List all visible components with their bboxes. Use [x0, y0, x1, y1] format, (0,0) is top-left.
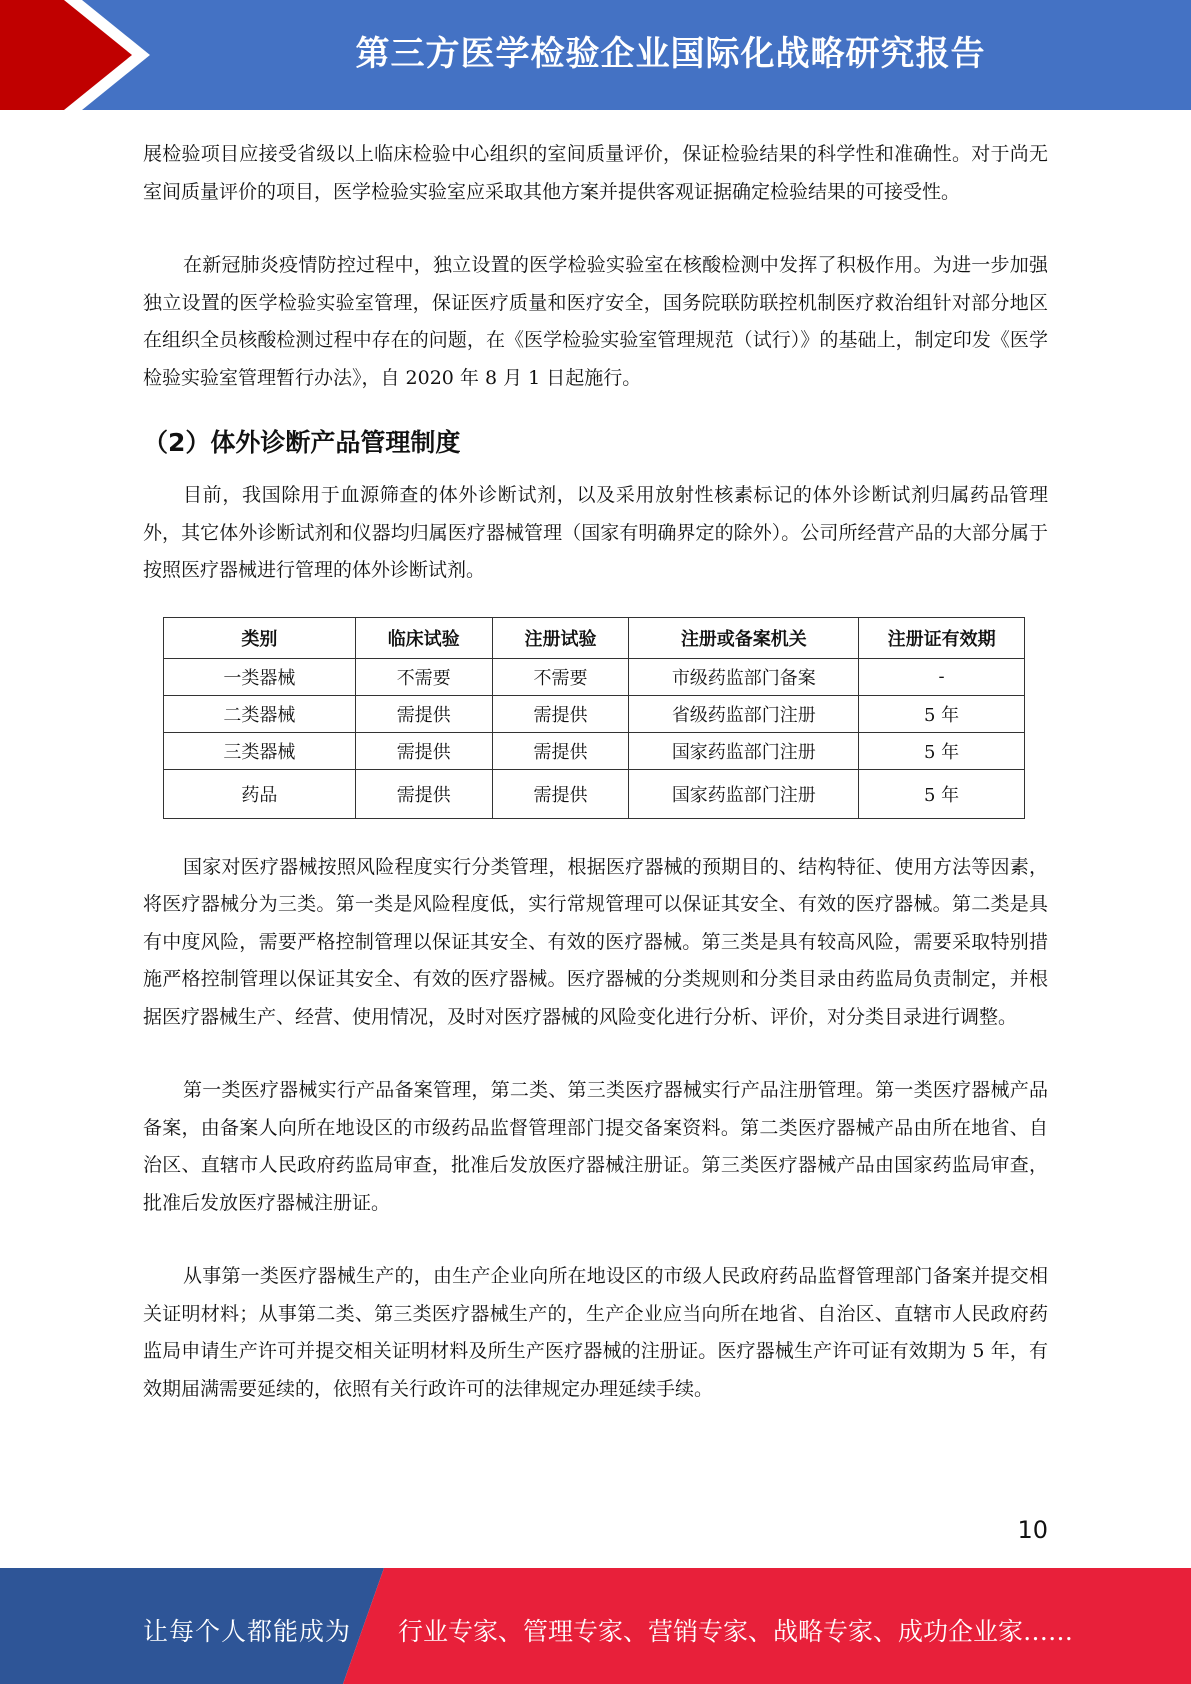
red-chevron-icon: [0, 0, 160, 110]
registration-table: [163, 617, 1025, 819]
table-cell: -: [859, 658, 1025, 695]
table-header-cell: 注册或备案机关: [629, 617, 859, 658]
table-cell: 一类器械: [164, 658, 356, 695]
table-header-cell: 注册试验: [492, 617, 629, 658]
table-header-cell: 临床试验: [355, 617, 492, 658]
table-row: [164, 658, 1025, 695]
table-header-cell: 类别: [164, 617, 356, 658]
page-header: [0, 0, 1191, 110]
table-cell: 药品: [164, 769, 356, 818]
table-cell: 国家药监部门注册: [629, 769, 859, 818]
paragraph-registration: 第一类医疗器械实行产品备案管理，第二类、第三类医疗器械实行产品注册管理。第一类医疗器械产品备案，由备案人向所在地设区的市级药品监督管理部门提交备案资料。第二类医疗器械产品由所在地省、自治区、直辖市人民政府药监局审查，批准后发放医疗器械注册证。第三类医疗器械产品由国家药监局审查，批准后发放医疗器械注册证。: [143, 1079, 1048, 1214]
footer-slogan-right: 行业专家、管理专家、营销专家、战略专家、成功企业家……: [398, 1617, 1074, 1646]
table-cell: 需提供: [355, 695, 492, 732]
report-title: 第三方医学检验企业国际化战略研究报告: [355, 34, 986, 74]
table-cell: 需提供: [355, 732, 492, 769]
paragraph-classification: 国家对医疗器械按照风险程度实行分类管理，根据医疗器械的预期目的、结构特征、使用方法等因素，将医疗器械分为三类。第一类是风险程度低，实行常规管理可以保证其安全、有效的医疗器械。第二类是具有中度风险，需要严格控制管理以保证其安全、有效的医疗器械。第三类是具有较高风险，需要采取特别措施严格控制管理以保证其安全、有效的医疗器械。医疗器械的分类规则和分类目录由药监局负责制定，并根据医疗器械生产、经营、使用情况，及时对医疗器械的风险变化进行分析、评价，对分类目录进行调整。: [143, 855, 1048, 1028]
table-header-row: [164, 617, 1025, 658]
table-cell: 5 年: [859, 695, 1025, 732]
table-row: [164, 769, 1025, 818]
table-row: [164, 732, 1025, 769]
section-heading: （2）体外诊断产品管理制度: [143, 428, 461, 457]
page-body: [143, 136, 1048, 1408]
table-cell: 省级药监部门注册: [629, 695, 859, 732]
table-cell: 5 年: [859, 732, 1025, 769]
table-header-cell: 注册证有效期: [859, 617, 1025, 658]
table-cell: 需提供: [492, 695, 629, 732]
table-cell: 需提供: [492, 769, 629, 818]
paragraph-continued: 展检验项目应接受省级以上临床检验中心组织的室间质量评价，保证检验结果的科学性和准确性。对于尚无室间质量评价的项目，医学检验实验室应采取其他方案并提供客观证据确定检验结果的可接受性。: [143, 143, 1048, 203]
table-cell: 不需要: [355, 658, 492, 695]
table-cell: 国家药监部门注册: [629, 732, 859, 769]
footer-slogan-left: 让每个人都能成为: [143, 1617, 352, 1646]
table-cell: 市级药监部门备案: [629, 658, 859, 695]
table-row: [164, 695, 1025, 732]
paragraph-covid-labs: 在新冠肺炎疫情防控过程中，独立设置的医学检验实验室在核酸检测中发挥了积极作用。为进一步加强独立设置的医学检验实验室管理，保证医疗质量和医疗安全，国务院联防联控机制医疗救治组针对部分地区在组织全员核酸检测过程中存在的问题，在《医学检验实验室管理规范（试行）》的基础上，制定印发《医学检验实验室管理暂行办法》，自 2020 年 8 月 1 日起施行。: [143, 254, 1048, 389]
page-number: 10: [1017, 1516, 1048, 1544]
table-cell: 不需要: [492, 658, 629, 695]
table-cell: 需提供: [492, 732, 629, 769]
page-footer: [0, 1568, 1191, 1684]
paragraph-ivd-intro: 目前，我国除用于血源筛查的体外诊断试剂，以及采用放射性核素标记的体外诊断试剂归属药品管理外，其它体外诊断试剂和仪器均归属医疗器械管理（国家有明确界定的除外）。公司所经营产品的大部分属于按照医疗器械进行管理的体外诊断试剂。: [143, 484, 1048, 581]
table-cell: 二类器械: [164, 695, 356, 732]
table-cell: 5 年: [859, 769, 1025, 818]
paragraph-production: 从事第一类医疗器械生产的，由生产企业向所在地设区的市级人民政府药品监督管理部门备案并提交相关证明材料；从事第二类、第三类医疗器械生产的，生产企业应当向所在地省、自治区、直辖市人民政府药监局申请生产许可并提交相关证明材料及所生产医疗器械的注册证。医疗器械生产许可证有效期为 5 年，有效期届满需要延续的，依照有关行政许可的法律规定办理延续手续。: [143, 1265, 1048, 1400]
table-cell: 三类器械: [164, 732, 356, 769]
table-cell: 需提供: [355, 769, 492, 818]
